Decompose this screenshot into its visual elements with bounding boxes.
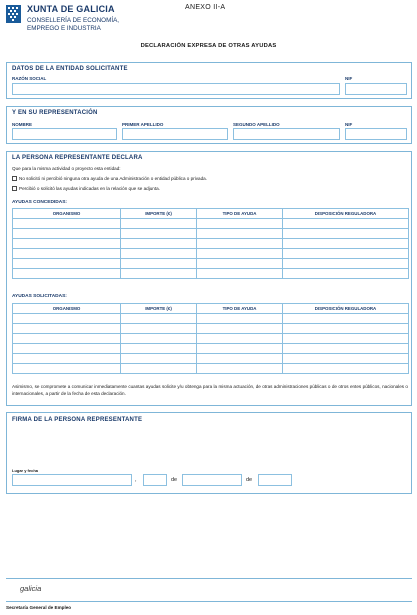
de-separator-2: de — [246, 477, 253, 483]
document-title: DECLARACIÓN EXPRESA DE OTRAS AYUDAS — [140, 43, 277, 49]
table-cell[interactable] — [197, 334, 283, 344]
lugar-field[interactable] — [12, 474, 132, 486]
compromiso-text: Asimismo, se compromete a comunicar inmediatamente cuantas ayudas solicite y/u obtenga para la misma actuación, de otras administraciones públicas o de otros entes públicos, nacionales o internacionales, a partir de la fecha de esta declaración. — [12, 384, 408, 396]
mes-field[interactable] — [182, 474, 242, 486]
option1-text: No solicitó ni percibió ninguna otra ayuda de una Administración o entidad pública o privada. — [19, 176, 207, 181]
firma-section — [6, 412, 412, 494]
table-cell[interactable] — [197, 219, 283, 229]
col-importe: IMPORTE (€) — [121, 209, 197, 219]
declara-section — [6, 151, 412, 406]
table-cell[interactable] — [197, 314, 283, 324]
table-cell[interactable] — [13, 344, 121, 354]
comma-separator: , — [135, 477, 137, 483]
col-organismo: ORGANISMO — [13, 304, 121, 314]
table-cell[interactable] — [197, 354, 283, 364]
table-cell[interactable] — [283, 314, 409, 324]
col-tipo-ayuda: TIPO DE AYUDA — [197, 209, 283, 219]
razon-social-field[interactable] — [12, 83, 340, 95]
table-cell[interactable] — [13, 324, 121, 334]
table-cell[interactable] — [283, 249, 409, 259]
table-cell[interactable] — [283, 334, 409, 344]
table-cell[interactable] — [197, 344, 283, 354]
table-header-row — [13, 209, 409, 219]
table-cell[interactable] — [121, 354, 197, 364]
table-cell[interactable] — [197, 269, 283, 279]
table-cell[interactable] — [13, 219, 121, 229]
table-header-row — [13, 304, 409, 314]
table-cell[interactable] — [13, 249, 121, 259]
table-cell[interactable] — [197, 324, 283, 334]
primer-apellido-label: PRIMER APELLIDO — [122, 122, 164, 127]
table-cell[interactable] — [13, 259, 121, 269]
nif-rep-field[interactable] — [345, 128, 407, 140]
table-cell[interactable] — [121, 259, 197, 269]
table-cell[interactable] — [283, 354, 409, 364]
table-cell[interactable] — [13, 269, 121, 279]
segundo-apellido-field[interactable] — [233, 128, 340, 140]
table-cell[interactable] — [283, 344, 409, 354]
table-cell[interactable] — [121, 239, 197, 249]
col-tipo-ayuda: TIPO DE AYUDA — [197, 304, 283, 314]
galicia-logo: galicia — [20, 584, 42, 593]
table-cell[interactable] — [121, 344, 197, 354]
nombre-field[interactable] — [12, 128, 117, 140]
table-row — [13, 259, 409, 269]
nombre-label: NOMBRE — [12, 122, 32, 127]
table-row — [13, 249, 409, 259]
dia-field[interactable] — [143, 474, 167, 486]
table-cell[interactable] — [283, 364, 409, 374]
table-cell[interactable] — [121, 324, 197, 334]
table-cell[interactable] — [283, 229, 409, 239]
ayudas-solicitadas-table — [12, 303, 409, 374]
segundo-apellido-label: SEGUNDO APELLIDO — [233, 122, 280, 127]
table-cell[interactable] — [13, 314, 121, 324]
option2-checkbox[interactable] — [12, 186, 17, 191]
table-cell[interactable] — [197, 239, 283, 249]
razon-social-label: RAZÓN SOCIAL — [12, 76, 47, 81]
option1-checkbox[interactable] — [12, 176, 17, 181]
xunta-title: XUNTA DE GALICIA — [27, 4, 115, 14]
table-row — [13, 269, 409, 279]
table-cell[interactable] — [13, 239, 121, 249]
table-cell[interactable] — [13, 334, 121, 344]
primer-apellido-field[interactable] — [122, 128, 228, 140]
table-row — [13, 219, 409, 229]
xunta-shield-icon — [6, 5, 21, 23]
nif-field[interactable] — [345, 83, 407, 95]
representacion-title: Y EN SU REPRESENTACIÓN — [12, 110, 98, 116]
footer-divider — [6, 578, 412, 579]
table-cell[interactable] — [197, 249, 283, 259]
table-row — [13, 324, 409, 334]
table-cell[interactable] — [283, 259, 409, 269]
table-cell[interactable] — [121, 249, 197, 259]
representacion-section — [6, 106, 412, 144]
anio-field[interactable] — [258, 474, 292, 486]
table-row — [13, 229, 409, 239]
de-separator-1: de — [171, 477, 178, 483]
table-row — [13, 354, 409, 364]
secretaria-label: Secretaría General de Empleo — [6, 605, 72, 610]
nif-label: NIF — [345, 76, 353, 81]
table-cell[interactable] — [283, 239, 409, 249]
table-cell[interactable] — [283, 219, 409, 229]
ayudas-concedidas-table — [12, 208, 409, 279]
col-disposicion: DISPOSICIÓN REGULADORA — [283, 209, 409, 219]
conselleria-name — [27, 17, 119, 32]
table-row — [13, 344, 409, 354]
table-cell[interactable] — [121, 314, 197, 324]
declara-title: LA PERSONA REPRESENTANTE DECLARA — [12, 155, 143, 161]
table-cell[interactable] — [121, 219, 197, 229]
table-cell[interactable] — [197, 229, 283, 239]
col-importe: IMPORTE (€) — [121, 304, 197, 314]
firma-title: FIRMA DE LA PERSONA REPRESENTANTE — [12, 417, 143, 423]
table-row — [13, 364, 409, 374]
table-cell[interactable] — [13, 354, 121, 364]
table-row — [13, 239, 409, 249]
option2-text: Percibió o solicitó las ayudas indicadas en la relación que se adjunta. — [19, 186, 160, 191]
declara-intro: Que para la misma actividad o proyecto esta entidad: — [12, 166, 121, 171]
table-cell[interactable] — [283, 269, 409, 279]
footer-divider-bottom — [6, 601, 412, 602]
table-row — [13, 314, 409, 324]
conselleria-line1: CONSELLERÍA DE ECONOMÍA, — [27, 17, 120, 24]
datos-entidad-section — [6, 62, 412, 99]
anexo-label: ANEXO II-A — [185, 4, 226, 11]
table-cell[interactable] — [13, 229, 121, 239]
table-cell[interactable] — [121, 334, 197, 344]
table-cell[interactable] — [121, 229, 197, 239]
ayudas-concedidas-label: AYUDAS CONCEDIDAS: — [12, 200, 67, 205]
nif-rep-label: NIF — [345, 122, 353, 127]
table-cell[interactable] — [197, 364, 283, 374]
lugar-fecha-label: Lugar y fecha — [12, 468, 39, 473]
table-cell[interactable] — [121, 364, 197, 374]
conselleria-line2: EMPREGO E INDUSTRIA — [27, 24, 101, 32]
ayudas-solicitadas-label: AYUDAS SOLICITADAS: — [12, 294, 67, 299]
table-cell[interactable] — [283, 324, 409, 334]
datos-entidad-title: DATOS DE LA ENTIDAD SOLICITANTE — [12, 66, 128, 72]
table-cell[interactable] — [13, 364, 121, 374]
table-row — [13, 334, 409, 344]
col-organismo: ORGANISMO — [13, 209, 121, 219]
table-cell[interactable] — [197, 259, 283, 269]
col-disposicion: DISPOSICIÓN REGULADORA — [283, 304, 409, 314]
table-cell[interactable] — [121, 269, 197, 279]
